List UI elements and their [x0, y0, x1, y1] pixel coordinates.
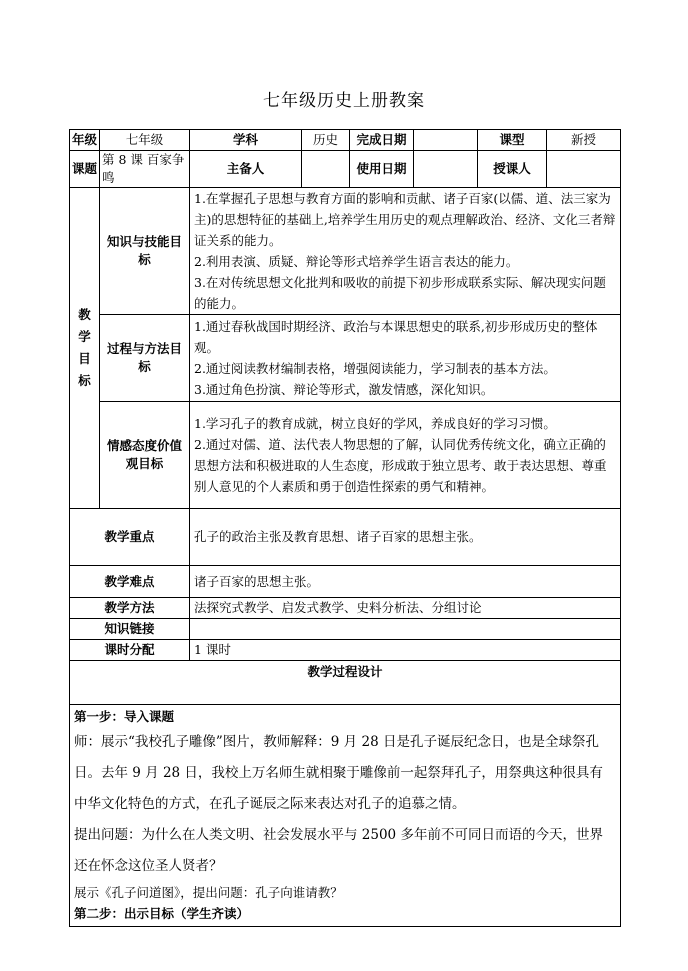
- objective-knowledge-row: [70, 188, 621, 315]
- key-point-label: 教学重点: [70, 509, 190, 566]
- method-row: [70, 598, 621, 619]
- process-item: 3.通过角色扮演、辩论等形式，激发情感，深化知识。: [194, 382, 494, 397]
- finish-date-label: 完成日期: [350, 130, 414, 151]
- link-row: [70, 619, 621, 640]
- topic-value: 第 8 课 百家争鸣: [100, 151, 190, 188]
- objectives-label-char: 目: [78, 351, 91, 366]
- teacher-label: 授课人: [478, 151, 547, 188]
- knowledge-content: [190, 188, 621, 315]
- objectives-label-char: 教: [78, 307, 91, 322]
- objectives-label: [70, 188, 100, 509]
- key-point-value: 孔子的政治主张及教育思想、诸子百家的思想主张。: [190, 509, 621, 566]
- difficulty-row: [70, 566, 621, 598]
- process-item: 1.通过春秋战国时期经济、政治与本课思想史的联系,初步形成历史的整体观。: [194, 319, 598, 355]
- difficulty-value: 诸子百家的思想主张。: [190, 566, 621, 598]
- use-date-label: 使用日期: [350, 151, 414, 188]
- knowledge-label: 知识与技能目标: [100, 188, 190, 315]
- process-design-title: 教学过程设计: [70, 661, 621, 705]
- knowledge-item: 1.在掌握孔子思想与教育方面的影响和贡献、诸子百家(以儒、道、法三家为主)的思想特征的基础上,培养学生用历史的观点理解政治、经济、文化三者辩证关系的能力。: [194, 191, 616, 248]
- process-method-content: [190, 315, 621, 402]
- emotion-content: [190, 402, 621, 509]
- topic-label: 课题: [70, 151, 100, 188]
- objective-emotion-row: [70, 402, 621, 509]
- emotion-label: 情感态度价值观目标: [100, 402, 190, 509]
- step1-image-question: 展示《孔子问道图》，提出问题：孔子向谁请教？: [74, 885, 343, 900]
- process-method-label: 过程与方法目标: [100, 315, 190, 402]
- step1-question: 提出问题：为什么在人类文明、社会发展水平与 2500 多年前不可同日而语的今天，世界还在怀念这位圣人贤者？: [74, 827, 603, 874]
- difficulty-label: 教学难点: [70, 566, 190, 598]
- step2-title: 第二步：出示目标（学生齐读）: [74, 906, 250, 921]
- step1-title: 第一步：导入课题: [74, 709, 175, 724]
- knowledge-item: 3.在对传统思想文化批判和吸收的前提下初步形成联系实际、解决现实问题的能力。: [194, 275, 606, 311]
- subject-label: 学科: [190, 130, 302, 151]
- step1-paragraph: 师：展示“我校孔子雕像”图片，教师解释：9 月 28 日是孔子诞辰纪念日，也是全球祭孔日。去年 9 月 28 日，我校上万名师生就相聚于雕像前一起祭拜孔子，用祭典这种很具有中华文化特色的方式，在孔子诞辰之际来表达对孔子的追慕之情。: [74, 734, 603, 812]
- teacher-value: [547, 151, 621, 188]
- objectives-label-char: 标: [78, 373, 91, 388]
- use-date-value: [414, 151, 478, 188]
- objective-process-row: [70, 315, 621, 402]
- process-title-row: [70, 661, 621, 705]
- lesson-type-value: 新授: [547, 130, 621, 151]
- grade-label: 年级: [70, 130, 100, 151]
- method-label: 教学方法: [70, 598, 190, 619]
- lesson-plan-table: [69, 129, 621, 927]
- finish-date-value: [414, 130, 478, 151]
- time-label: 课时分配: [70, 640, 190, 661]
- document-title: 七年级历史上册教案: [263, 91, 425, 111]
- grade-value: 七年级: [100, 130, 190, 151]
- objectives-label-char: 学: [78, 329, 91, 344]
- emotion-item: 2.通过对儒、道、法代表人物思想的了解，认同优秀传统文化，确立正确的思想方法和积极进取的人生态度，形成敢于独立思考、敢于表达思想、尊重别人意见的个人素质和勇于创造性探索的勇气和精神。: [194, 437, 607, 494]
- process-content: [70, 705, 621, 927]
- subject-value: 历史: [302, 130, 350, 151]
- objectives-label-text: [70, 304, 99, 392]
- header-row-1: [70, 130, 621, 151]
- preparer-value: [302, 151, 350, 188]
- header-row-2: [70, 151, 621, 188]
- key-point-row: [70, 509, 621, 566]
- knowledge-item: 2.利用表演、质疑、辩论等形式培养学生语言表达的能力。: [194, 254, 519, 269]
- link-label: 知识链接: [70, 619, 190, 640]
- emotion-item: 1.学习孔子的教育成就，树立良好的学风，养成良好的学习习惯。: [194, 416, 556, 431]
- method-value: 法探究式教学、启发式教学、史料分析法、分组讨论: [190, 598, 621, 619]
- time-row: [70, 640, 621, 661]
- process-item: 2.通过阅读教材编制表格，增强阅读能力，学习制表的基本方法。: [194, 361, 556, 376]
- process-content-row: [70, 705, 621, 927]
- time-value: 1 课时: [190, 640, 621, 661]
- lesson-type-label: 课型: [478, 130, 547, 151]
- preparer-label: 主备人: [190, 151, 302, 188]
- link-value: [190, 619, 621, 640]
